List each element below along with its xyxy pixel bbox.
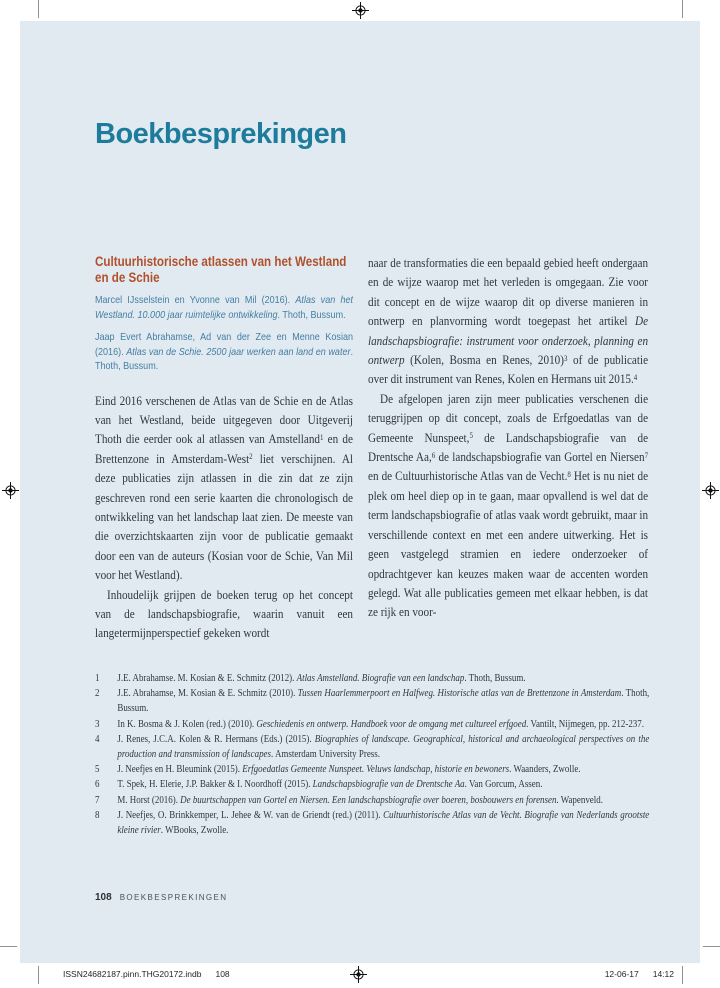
text-run: de Landschapsbiografie van de Drentsche Aa,: [368, 429, 649, 465]
footnote-text: [117, 732, 649, 762]
text-run: Eind 2016 verschenen de Atlas van de Schie en de Atlas van het Westland, beide uitgegeven door Uitgeverij Thoth die eerder ook al atlassen van Amstelland: [95, 392, 353, 447]
registration-mark-icon: [2, 482, 19, 499]
text-run: Landschapsbiografie van de Drentsche Aa: [312, 779, 465, 791]
text-run: 4: [633, 373, 638, 383]
text-run: J. Renes, J.C.A. Kolen & R. Hermans (Eds.) (2015).: [117, 733, 315, 745]
footnote-number: 1: [95, 673, 100, 684]
text-run: . Waanders, Zwolle.: [509, 764, 581, 776]
text-run: T. Spek, H. Elerie, J.P. Bakker & I. Noordhoff (2015).: [117, 779, 313, 791]
footnote-number: 2: [95, 688, 100, 700]
text-run: naar de transformaties die een bepaald gebied heeft ondergaan en de wijze waarop met het verleden is omgegaan. Zie voor dit concept en de wijze waarop dit op diverse manieren in ontwerp en planvorming wordt toegepast het artikel: [368, 255, 649, 329]
text-run: . Thoth, Bussum.: [464, 673, 526, 684]
footnote: [95, 717, 649, 732]
left-column: [95, 254, 353, 643]
reference-citation: [95, 293, 353, 322]
footnote: [95, 793, 649, 808]
text-run: Atlas van het Westland. 10.000 jaar ruimtelijke ontwikkeling: [95, 294, 354, 321]
body-paragraph: [368, 389, 648, 622]
right-column: [368, 253, 648, 622]
footnote-list: [95, 671, 649, 838]
text-run: 6: [431, 450, 436, 460]
footnote: [95, 762, 649, 777]
slug-filename: [63, 969, 230, 979]
text-run: 8: [567, 470, 571, 480]
text-run: J. Neefjes, O. Brinkkemper, L. Jehee & W. van de Griendt (red.) (2011).: [117, 809, 384, 821]
text-run: Marcel IJsselstein en Yvonne van Mil (2016).: [95, 294, 296, 306]
text-run: Biographies of landscape. Geographical, historical and archaeological perspectives on the production and transmission of landscapes: [117, 733, 650, 761]
text-run: . Thoth, Bussum.: [117, 688, 650, 715]
footnote-text: [117, 777, 649, 792]
footnote-number: 5: [95, 764, 100, 776]
text-run: 7: [644, 450, 649, 460]
section-heading: Cultuurhistorische atlassen van het Westland en de Schie: [95, 254, 347, 285]
text-run: J.E. Abrahamse, M. Kosian & E. Schmitz (2010).: [117, 688, 298, 700]
text-run: 2: [249, 452, 253, 462]
footnote-text: [117, 793, 649, 808]
journal-page: [20, 21, 700, 963]
text-run: (Kolen, Bosma en Renes, 2010): [404, 352, 564, 368]
footnote: [95, 671, 649, 686]
slug-datetime: [605, 969, 674, 979]
text-run: M. Horst (2016).: [117, 794, 181, 806]
slug-page-number: 108: [215, 969, 230, 979]
text-run: . WBooks, Zwolle.: [160, 825, 229, 837]
running-head: BOEKBESPREKINGEN: [119, 893, 228, 902]
text-run: Tussen Haarlemmerpoort en Halfweg. Historische atlas van de Brettenzone in Amsterdam: [297, 688, 622, 700]
footnote-number: 8: [95, 809, 100, 821]
text-run: . Van Gorcum, Assen.: [464, 779, 543, 791]
footnote-number: 4: [95, 733, 100, 745]
page-footer: [95, 887, 227, 905]
slug-date: 12-06-17: [604, 969, 639, 979]
footnote-number: 6: [95, 779, 100, 791]
text-run: 1: [320, 432, 324, 442]
footnote-number: 3: [95, 718, 100, 730]
footnote-number: 7: [95, 794, 100, 806]
slug-file-text: ISSN24682187.pinn.THG20172.indb: [63, 969, 202, 979]
footnote: [95, 686, 649, 716]
text-run: De buurtschappen van Gortel en Niersen. Een landschapsbiografie over boeren, bosbouwers en forensen: [180, 794, 557, 806]
text-run: Inhoudelijk grijpen de boeken terug op het concept van de landschapsbiografie, waarin vanuit een langetermijnperspectief gekeken wordt: [95, 586, 353, 641]
crop-mark-top-right: [682, 0, 683, 18]
crop-mark-top-left: [38, 0, 39, 18]
page-title: Boekbesprekingen: [95, 118, 347, 150]
registration-mark-icon: [352, 2, 369, 19]
slug-line: [0, 963, 720, 984]
text-run: . Thoth, Bussum.: [95, 345, 354, 372]
text-run: De landschapsbiografie: instrument voor onderzoek, planning en ontwerp: [368, 313, 649, 368]
crop-mark-right-horizontal: [703, 946, 720, 947]
footnote: [95, 777, 649, 792]
footnote: [95, 732, 649, 762]
footnote-text: [117, 686, 649, 716]
text-run: . Vantilt, Nijmegen, pp. 212-237.: [526, 718, 644, 730]
text-run: Erfgoedatlas Gemeente Nunspeet. Veluws landschap, historie en bewoners: [242, 764, 510, 776]
footnote-text: [117, 717, 649, 732]
body-paragraph: [368, 253, 648, 389]
text-run: 5: [469, 431, 473, 441]
text-run: de landschapsbiografie van Gortel en Niersen: [435, 449, 645, 465]
text-run: liet verschijnen. Al deze publicaties zijn atlassen in die zin dat ze zijn geschreven rond een serie kaarten die chronologisch de ontwikkeling van het landschap laat zien. De meeste van die overzichtskaarten zijn voor de publicatie gemaakt door een van de auteurs (Kosian voor de Schie, Van Mil voor het Westland).: [95, 450, 354, 583]
footnote-text: [117, 762, 649, 777]
text-run: Geschiedenis en ontwerp. Handboek voor de omgang met cultureel erfgoed: [256, 718, 527, 730]
text-run: De afgelopen jaren zijn meer publicaties verschenen die teruggrijpen op dit concept, zoals de Erfgoedatlas van de Gemeente Nunspeet,: [368, 390, 649, 445]
text-run: . Wapenveld.: [556, 794, 603, 806]
reference-list: [95, 293, 353, 374]
slug-time: 14:12: [652, 969, 674, 979]
text-run: en de Brettenzone in Amsterdam-West: [95, 431, 353, 466]
body-paragraph: [95, 391, 353, 585]
text-run: Het is nu niet de plek om heel diep op in te gaan, maar opvallend is wel dat de term landschapsbiografie of atlas vaak wordt gebruikt, maar in verschillende context en met een andere uitwerking. Het is geen vastgelegd stramien en iedere onderzoeker of opdrachtgever kan keuzes maken waar de accenten worden gelegd. Wat alle publicaties gemeen met elkaar hebben, is dat ze rijk en voor-: [368, 468, 649, 620]
text-run: In K. Bosma & J. Kolen (red.) (2010).: [117, 718, 257, 730]
text-run: . Thoth, Bussum.: [277, 308, 346, 321]
page-number: 108: [95, 892, 112, 903]
text-run: Atlas Amstelland. Biografie van een landschap: [296, 673, 465, 684]
crop-mark-left-horizontal: [0, 946, 17, 947]
footnote-text: [117, 671, 649, 686]
footnote: [95, 808, 649, 838]
text-run: . Amsterdam University Press.: [270, 749, 381, 761]
text-run: Atlas van de Schie. 2500 jaar werken aan land en water: [126, 345, 351, 358]
text-run: J. Neefjes en H. Bleumink (2015).: [117, 764, 243, 776]
text-run: Cultuurhistorische Atlas van de Vecht. Biografie van Nederlands grootste kleine rivier: [117, 809, 650, 837]
text-run: 3: [563, 353, 568, 363]
reference-citation: [95, 330, 353, 374]
left-column-body: [95, 391, 353, 643]
text-run: J.E. Abrahamse. M. Kosian & E. Schmitz (2012).: [117, 673, 297, 684]
body-paragraph: [95, 585, 353, 643]
registration-mark-icon: [702, 482, 719, 499]
text-run: Jaap Evert Abrahamse, Ad van der Zee en Menne Kosian (2016).: [95, 331, 353, 358]
footnote-text: [117, 808, 649, 838]
text-run: en de Cultuurhistorische Atlas van de Vecht.: [368, 468, 568, 484]
text-run: of de publicatie over dit instrument van Renes, Kolen en Hermans uit 2015.: [368, 352, 649, 387]
